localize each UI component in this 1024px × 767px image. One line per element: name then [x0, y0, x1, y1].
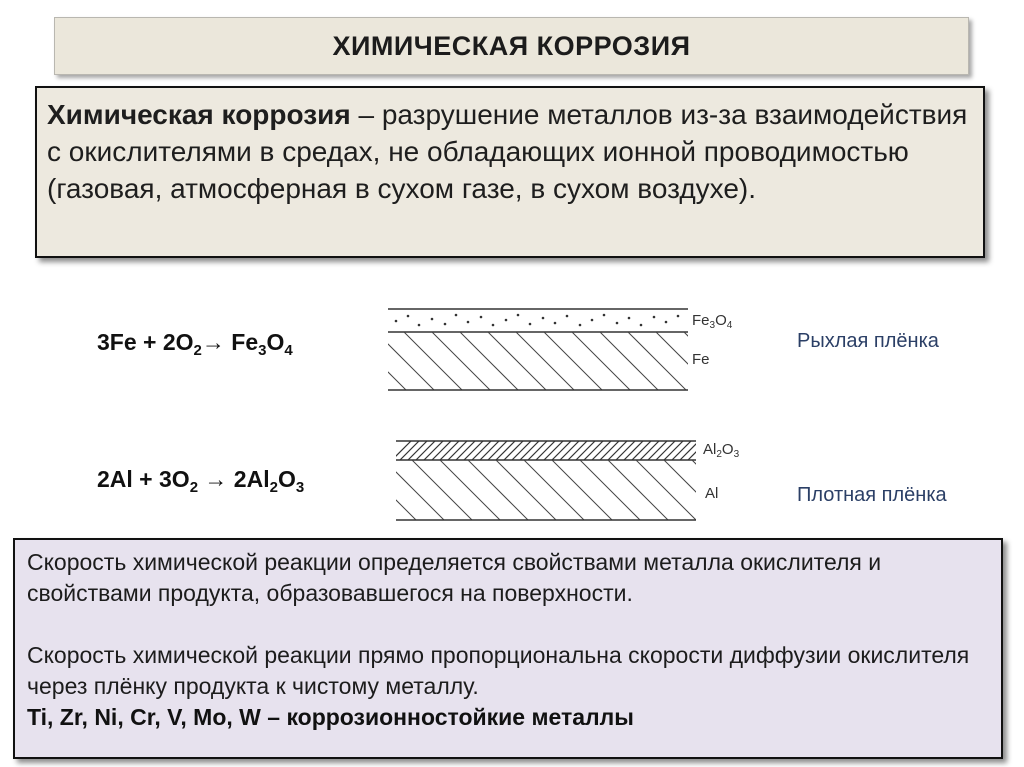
dense-film-label: Плотная плёнка — [797, 484, 947, 506]
al-oxide-label-sub: 2 — [716, 449, 722, 460]
al-metal-label: Al — [705, 485, 719, 502]
note-reaction-rate: Скорость химической реакции определяется свойствами металла окислителя и свойствами продукта, образовавшегося на поверхности. — [27, 549, 882, 606]
fe-eq-part: O — [266, 329, 285, 355]
loose-film-label: Рыхлая плёнка — [797, 330, 939, 352]
al-oxide-hatch — [396, 441, 696, 460]
al-eq-part: 2Al + 3O — [97, 466, 190, 492]
fe-metal-hatch — [388, 332, 688, 390]
al-metal-hatch — [396, 460, 696, 520]
al-equation — [97, 466, 305, 496]
fe-metal-label: Fe — [692, 351, 710, 368]
fe-eq-part: → Fe — [201, 329, 259, 355]
fe-eq-part: 3Fe + 2O — [97, 329, 194, 355]
al-oxide-label-sub: 3 — [733, 449, 740, 460]
definition-text: – разрушение металлов из-за взаимодействия с окислителями в средах, не обладающих ионной проводимостью (газовая, атмосферная в сухом газе, в сухом воздухе). — [47, 99, 968, 204]
fe-eq-sub: 2 — [193, 342, 202, 359]
note-diffusion-rate: Скорость химической реакции прямо пропорциональна скорости диффузии окислителя через плёнку продукта к чистому металлу. — [27, 642, 970, 699]
al-eq-part: → 2Al — [198, 466, 270, 492]
al-eq-sub: 2 — [189, 479, 199, 496]
page-title — [54, 17, 969, 75]
fe-oxide-dots — [395, 314, 680, 327]
fe-layers-diagram — [388, 305, 688, 395]
al-layers-diagram — [396, 437, 696, 525]
note-resistant-metals: Ti, Zr, Ni, Cr, V, Mo, W – коррозионностойкие металлы — [27, 704, 634, 730]
fe-eq-sub: 4 — [284, 342, 293, 359]
fe-oxide-label — [692, 312, 732, 329]
fe-oxide-label-sub: 3 — [709, 320, 716, 331]
paragraph-gap — [27, 609, 1001, 640]
al-oxide-label-part: Al — [703, 441, 717, 458]
al-eq-part: O — [277, 466, 296, 492]
al-oxide-label — [703, 441, 739, 458]
fe-equation — [97, 329, 293, 359]
fe-eq-sub: 3 — [258, 342, 267, 359]
fe-oxide-label-part: Fe — [692, 312, 710, 329]
al-eq-sub: 2 — [269, 479, 278, 496]
al-eq-sub: 3 — [295, 479, 305, 496]
definition-term: Химическая коррозия — [47, 99, 351, 130]
definition-box — [35, 86, 985, 258]
page-title-text: ХИМИЧЕСКАЯ КОРРОЗИЯ — [332, 30, 691, 61]
al-oxide-label-part: O — [721, 441, 734, 458]
fe-oxide-label-part: O — [715, 312, 727, 329]
notes-box — [13, 538, 1003, 759]
fe-oxide-label-sub: 4 — [726, 320, 733, 331]
